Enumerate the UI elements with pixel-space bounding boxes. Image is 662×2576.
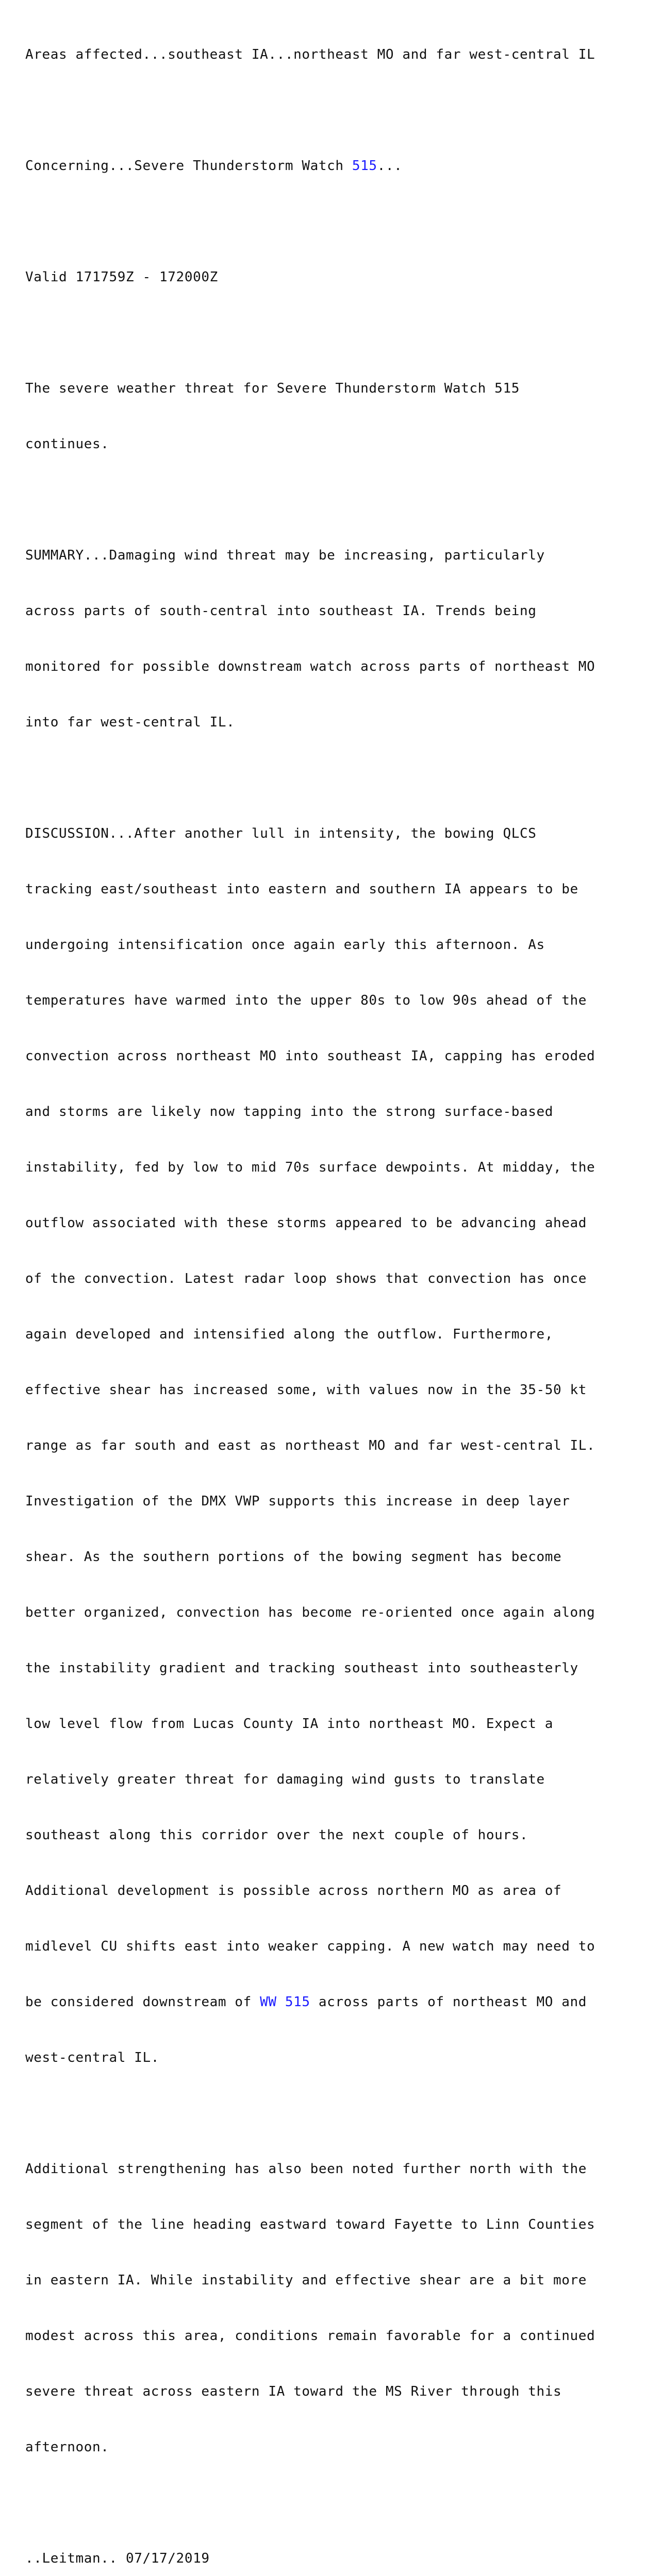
additional-paragraph: [25, 2123, 654, 2494]
discussion-paragraph: [25, 787, 654, 2104]
intro-line: continues.: [25, 436, 109, 452]
discussion-line: tracking east/southeast into eastern and southern IA appears to be: [25, 882, 578, 897]
discussion-line: relatively greater threat for damaging wind gusts to translate: [25, 1772, 545, 1787]
summary-line: monitored for possible downstream watch across parts of northeast MO: [25, 659, 595, 674]
discussion-line: undergoing intensification once again early this afternoon. As: [25, 937, 545, 953]
discussion-line: range as far south and east as northeast MO and far west-central IL.: [25, 1438, 595, 1453]
summary-line: into far west-central IL.: [25, 715, 235, 730]
concerning-line: [25, 120, 654, 212]
concerning-text: Concerning...Severe Thunderstorm Watch: [25, 158, 352, 174]
discussion-document: [25, 8, 654, 2576]
summary-line: across parts of south-central into southeast IA. Trends being: [25, 603, 537, 619]
valid-time-text: Valid 171759Z - 172000Z: [25, 269, 218, 285]
discussion-line: Additional development is possible across northern MO as area of: [25, 1883, 562, 1899]
discussion-line: midlevel CU shifts east into weaker capping. A new watch may need to: [25, 1939, 595, 1954]
additional-line: afternoon.: [25, 2439, 109, 2455]
valid-time: [25, 231, 654, 324]
discussion-link-prefix: be considered downstream of: [25, 1994, 260, 2010]
discussion-link-suffix: across parts of northeast MO and: [310, 1994, 587, 2010]
additional-line: in eastern IA. While instability and effective shear are a bit more: [25, 2273, 587, 2288]
intro-paragraph: [25, 342, 654, 490]
discussion-line: instability, fed by low to mid 70s surface dewpoints. At midday, the: [25, 1160, 595, 1175]
discussion-line: shear. As the southern portions of the bowing segment has become: [25, 1549, 562, 1565]
discussion-line: southeast along this corridor over the next couple of hours.: [25, 1827, 528, 1843]
discussion-line: Investigation of the DMX VWP supports this increase in deep layer: [25, 1494, 570, 1509]
additional-line: severe threat across eastern IA toward the MS River through this: [25, 2384, 562, 2399]
summary-paragraph: [25, 509, 654, 769]
discussion-line: the instability gradient and tracking southeast into southeasterly: [25, 1660, 578, 1676]
additional-line: modest across this area, conditions remain favorable for a continued: [25, 2328, 595, 2344]
discussion-line: convection across northeast MO into southeast IA, capping has eroded: [25, 1048, 595, 1064]
discussion-line: and storms are likely now tapping into the strong surface-based: [25, 1104, 553, 1120]
discussion-link-line: [25, 1993, 654, 2011]
discussion-line: better organized, convection has become re-oriented once again along: [25, 1605, 595, 1620]
additional-line: segment of the line heading eastward toward Fayette to Linn Counties: [25, 2217, 595, 2232]
signature-text: ..Leitman.. 07/17/2019: [25, 2551, 210, 2566]
concerning-suffix: ...: [377, 158, 403, 174]
discussion-line: low level flow from Lucas County IA into northeast MO. Expect a: [25, 1716, 553, 1732]
discussion-line: effective shear has increased some, with values now in the 35-50 kt: [25, 1382, 587, 1398]
watch-515-link[interactable]: 515: [352, 158, 377, 174]
discussion-line: outflow associated with these storms appeared to be advancing ahead: [25, 1215, 587, 1231]
areas-affected-text: Areas affected...southeast IA...northeast MO and far west-central IL: [25, 47, 595, 62]
intro-line: The severe weather threat for Severe Thunderstorm Watch 515: [25, 381, 520, 396]
discussion-line: again developed and intensified along the outflow. Furthermore,: [25, 1327, 553, 1342]
ww-515-link[interactable]: WW 515: [260, 1994, 310, 2010]
discussion-line: DISCUSSION...After another lull in intensity, the bowing QLCS: [25, 826, 537, 841]
discussion-line: temperatures have warmed into the upper 80s to low 90s ahead of the: [25, 993, 587, 1008]
signature: [25, 2512, 654, 2576]
additional-line: Additional strengthening has also been noted further north with the: [25, 2161, 587, 2177]
discussion-line: of the convection. Latest radar loop shows that convection has once: [25, 1271, 587, 1286]
discussion-line: west-central IL.: [25, 2050, 160, 2065]
areas-affected: [25, 8, 654, 101]
summary-line: SUMMARY...Damaging wind threat may be increasing, particularly: [25, 548, 545, 563]
